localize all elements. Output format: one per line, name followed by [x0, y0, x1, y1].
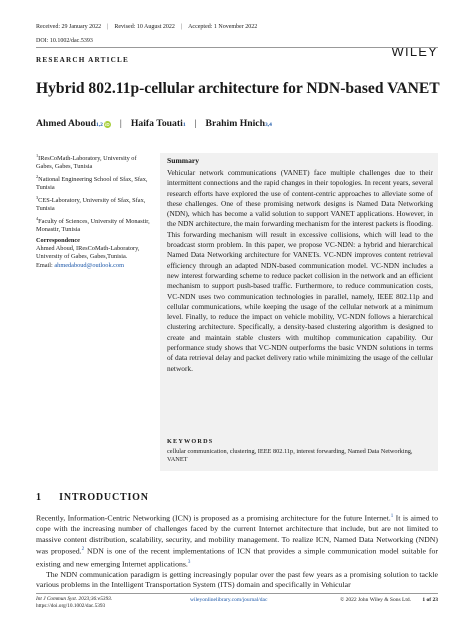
author-name[interactable]: Brahim Hnich [205, 118, 265, 129]
affiliation-text: National Engineering School of Sfax, Sfax, Tunisia [36, 176, 148, 192]
citation-link[interactable]: 3 [187, 559, 191, 565]
citation-link[interactable]: 2 [81, 547, 85, 553]
author-name[interactable]: Haifa Touati [130, 118, 183, 129]
footer-citation [36, 596, 112, 610]
author-list [36, 118, 272, 129]
affiliation [36, 215, 154, 235]
correspondence-email-line [36, 262, 154, 270]
author-affil-ref[interactable]: 1,2 [96, 122, 103, 128]
paragraph [36, 512, 438, 570]
affiliation-number: 2 [36, 174, 39, 179]
keywords-heading: KEYWORDS [167, 438, 214, 445]
copyright: © 2022 John Wiley & Sons Ltd. [340, 597, 412, 603]
footer-right [340, 597, 438, 603]
paragraph-text: NDN is one of the recent implementations of ICN that provides a simple communication model suitable for existing and new emerging Internet applications. [36, 546, 438, 569]
author-affil-ref[interactable]: 1 [182, 122, 186, 128]
author-name[interactable]: Ahmed Aboud [36, 118, 97, 129]
summary-heading: Summary [167, 156, 200, 165]
page-number: 1 of 23 [422, 597, 438, 603]
section-number: 1 [36, 492, 42, 503]
affiliation [36, 173, 154, 193]
author-separator: | [119, 118, 122, 129]
date-separator: | [180, 24, 183, 30]
section-heading [36, 492, 149, 503]
footer-divider [36, 593, 438, 594]
summary-text: Vehicular network communications (VANET) face multiple challenges due to their intermittent connections and the rapid changes in their topologies. In recent years, several research efforts have explored the use of content-centric approaches to alleviate some of these challenges. One of these promising network designs is Named Data Networking (NDN), which has become a valid solution to support VANET applications. However, in the NDN architecture, the main forwarding mechanism for the interest packets is flooding. This forwarding mechanism will result in excessive collisions, which will lead to the broadcast storm problem. In this paper, we propose VC-NDN: a hybrid and hierarchical Named Data Networking architecture for VANETs. VC-NDN improves content retrieval efficiency through an adapted NDN-based communication model. VC-NDN includes a new interest forwarding scheme to reduce packet collision in the network and an efficient mechanism to support push-based traffic. Furthermore, to reduce communication costs, VC-NDN uses two communication technologies in parallel, namely, IEEE 802.11p and cellular communications, while keeping the usage of the cellular network at a minimum level. Finally, to reduce the impact on vehicle mobility, VC-NDN follows a hierarchical clustering architecture. Specifically, a density-based clustering algorithm is designed to create and maintain stable clusters with multihop communication capability. Our performance study shows that VC-NDN outperforms the basic VNDN solutions in terms of data retrieval delay and packet delivery ratio while minimizing the usage of the cellular network. [167, 168, 433, 373]
paragraph-text: It is aimed to cope with the increasing number of challenges faced by the current Internet architecture that include, but are not limited to massive content distribution, scalability, security, and mobility management. To realize ICN, Named Data Networking (NDN) was proposed. [36, 513, 438, 556]
correspondence-heading: Correspondence [36, 237, 80, 244]
paragraph: The NDN communication paradigm is getting increasingly popular over the past few years as a promising solution to tackle various problems in the Intelligent Transportation System (ITS) domain and specifically in Vehicular [36, 569, 438, 590]
article-type: RESEARCH ARTICLE [36, 56, 130, 64]
correspondence-text: Ahmed Aboud, IResCoMath-Laboratory, University of Gabes, Gabes,Tunisia. [36, 245, 140, 261]
article-dates [36, 24, 257, 30]
email-label: Email: [36, 261, 55, 269]
affiliations [36, 152, 154, 236]
citation-link[interactable]: 1 [390, 514, 394, 519]
author-affil-ref[interactable]: 3,4 [265, 122, 272, 128]
affiliation-text: IResCoMath-Laboratory, University of Gabes, Gabes, Tunisia [36, 155, 137, 171]
introduction-body [36, 512, 438, 591]
affiliation-text: CES-Laboratory, University of Sfax, Sfax, Tunisia [36, 197, 146, 213]
keywords-text: cellular communication, clustering, IEEE 802.11p, interest forwarding, Named Data Networking, VANET [167, 448, 413, 464]
section-title: INTRODUCTION [59, 492, 149, 503]
doi-header: DOI: 10.1002/dac.5393 [36, 38, 93, 44]
affiliation [36, 194, 154, 214]
journal-site-link[interactable]: wileyonlinelibrary.com/journal/dac [190, 597, 268, 603]
correspondence [36, 237, 154, 270]
orcid-icon[interactable]: iD [105, 122, 110, 127]
affiliation [36, 152, 154, 172]
paragraph-text: Recently, Information-Centric Networking (ICN) is proposed as a promising architecture for the future Internet. [36, 513, 391, 523]
received-date: Received: 29 January 2022 [36, 24, 102, 30]
doi-link[interactable]: https://doi.org/10.1002/dac.5393 [36, 603, 106, 609]
affiliation-number: 4 [36, 216, 39, 221]
revised-date: Revised: 10 August 2022 [114, 24, 175, 30]
affiliation-number: 1 [36, 153, 39, 158]
email-link[interactable]: ahmedaboud@outlook.com [54, 261, 125, 269]
publisher-logo: WILEY [391, 44, 438, 59]
paper-title: Hybrid 802.11p-cellular architecture for NDN-based VANET [36, 80, 440, 97]
author-separator: | [194, 118, 197, 129]
accepted-date: Accepted: 1 November 2022 [188, 24, 258, 30]
date-separator: | [107, 24, 109, 30]
affiliation-text: Faculty of Sciences, University of Monastir, Monastir, Tunisia [36, 218, 150, 234]
affiliation-number: 3 [36, 195, 39, 200]
journal-citation: Int J Commun Syst. 2023;36:e5393. [36, 596, 113, 602]
header-divider [36, 47, 438, 48]
